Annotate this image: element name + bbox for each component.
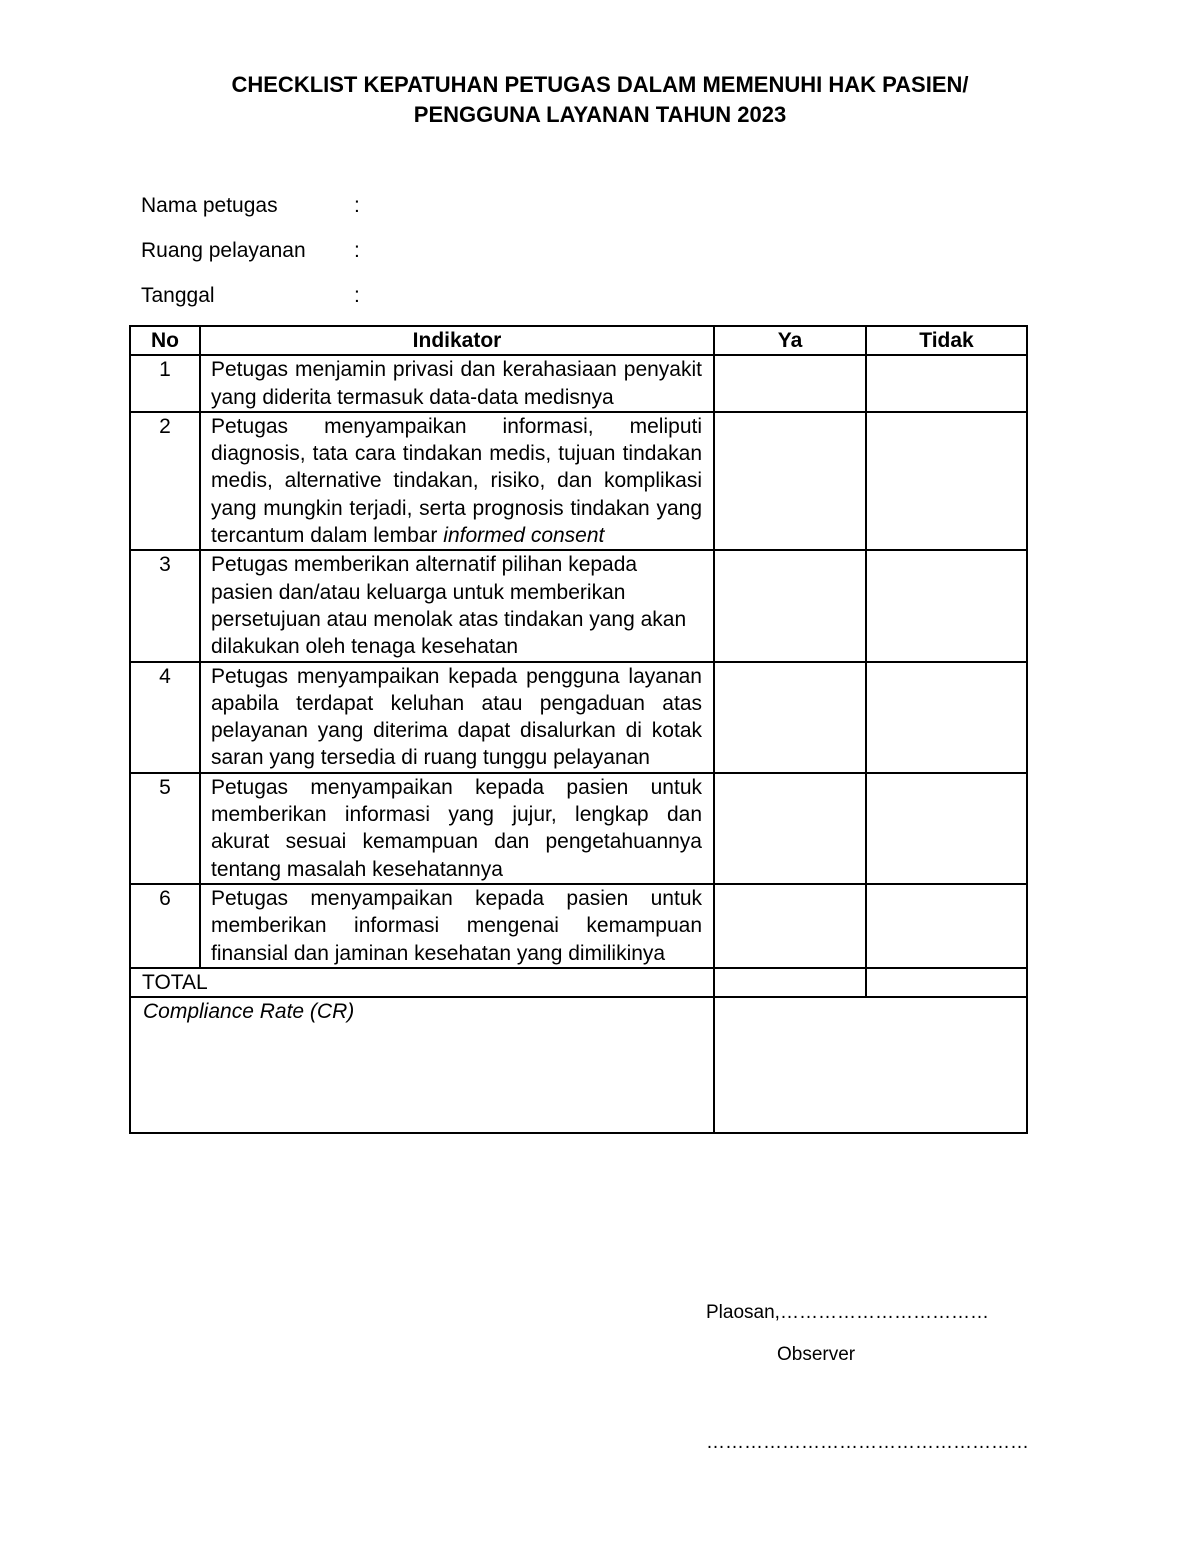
tanggal-label: Tanggal — [141, 284, 215, 307]
row-number: 4 — [130, 662, 200, 773]
row-indikator-text: Petugas menyampaikan informasi, meliputi diagnosis, tata cara tindakan medis, tujuan tindakan medis, alternative tindakan, risiko, dan komplikasi yang mungkin terjadi, serta prognosis tindakan yang tercantum dalam lembar — [211, 414, 702, 548]
compliance-rate-value-cell[interactable] — [714, 997, 1027, 1133]
total-row — [130, 968, 1027, 997]
table-row — [130, 412, 1027, 550]
tidak-checkbox-cell[interactable] — [866, 355, 1027, 412]
ruang-pelayanan-colon: : — [354, 239, 360, 262]
signature-name-line: …………………………………………… — [706, 1432, 1029, 1453]
row-number: 5 — [130, 773, 200, 884]
row-indikator: Petugas menyampaikan kepada pasien untuk memberikan informasi yang jujur, lengkap dan akurat sesuai kemampuan dan pengetahuannya tentang masalah kesehatannya — [200, 773, 714, 884]
row-number: 3 — [130, 550, 200, 661]
row-number: 2 — [130, 412, 200, 550]
row-indikator: Petugas menyampaikan kepada pasien untuk memberikan informasi mengenai kemampuan finansial dan jaminan kesehatan yang dimilikinya — [200, 884, 714, 968]
total-tidak-cell[interactable] — [866, 968, 1027, 997]
header-tidak: Tidak — [866, 326, 1027, 355]
table-row — [130, 773, 1027, 884]
document-title — [0, 70, 1200, 130]
tidak-checkbox-cell[interactable] — [866, 412, 1027, 550]
compliance-rate-label: Compliance Rate (CR) — [130, 997, 714, 1133]
checklist-table — [129, 325, 1028, 1134]
ya-checkbox-cell[interactable] — [714, 662, 866, 773]
tidak-checkbox-cell[interactable] — [866, 662, 1027, 773]
signature-role: Observer — [777, 1344, 856, 1365]
tidak-checkbox-cell[interactable] — [866, 773, 1027, 884]
nama-petugas-colon: : — [354, 194, 360, 217]
table-row — [130, 884, 1027, 968]
signature-place-date: Plaosan,…………………………… — [706, 1302, 989, 1323]
header-indikator: Indikator — [200, 326, 714, 355]
ya-checkbox-cell[interactable] — [714, 773, 866, 884]
row-number: 1 — [130, 355, 200, 412]
tidak-checkbox-cell[interactable] — [866, 550, 1027, 661]
table-row — [130, 662, 1027, 773]
compliance-rate-row — [130, 997, 1027, 1133]
ruang-pelayanan-label: Ruang pelayanan — [141, 239, 306, 262]
row-indikator — [200, 412, 714, 550]
tidak-checkbox-cell[interactable] — [866, 884, 1027, 968]
header-ya: Ya — [714, 326, 866, 355]
row-indikator: Petugas memberikan alternatif pilihan kepada pasien dan/atau keluarga untuk memberikan persetujuan atau menolak atas tindakan yang akan dilakukan oleh tenaga kesehatan — [200, 550, 714, 661]
row-indikator: Petugas menyampaikan kepada pengguna layanan apabila terdapat keluhan atau pengaduan atas pelayanan yang diterima dapat disalurkan di kotak saran yang tersedia di ruang tunggu pelayanan — [200, 662, 714, 773]
header-no: No — [130, 326, 200, 355]
title-line-2: PENGGUNA LAYANAN TAHUN 2023 — [413, 102, 787, 127]
ya-checkbox-cell[interactable] — [714, 884, 866, 968]
table-row — [130, 550, 1027, 661]
total-label: TOTAL — [130, 968, 714, 997]
nama-petugas-label: Nama petugas — [141, 194, 278, 217]
title-line-1: CHECKLIST KEPATUHAN PETUGAS DALAM MEMENUHI HAK PASIEN/ — [231, 72, 969, 97]
row-indikator-italic: informed consent — [443, 524, 605, 548]
tanggal-colon: : — [354, 284, 360, 307]
ya-checkbox-cell[interactable] — [714, 355, 866, 412]
total-ya-cell[interactable] — [714, 968, 866, 997]
ya-checkbox-cell[interactable] — [714, 550, 866, 661]
row-indikator: Petugas menjamin privasi dan kerahasiaan penyakit yang diderita termasuk data-data medisnya — [200, 355, 714, 412]
ya-checkbox-cell[interactable] — [714, 412, 866, 550]
row-number: 6 — [130, 884, 200, 968]
table-row — [130, 355, 1027, 412]
table-header-row — [130, 326, 1027, 355]
